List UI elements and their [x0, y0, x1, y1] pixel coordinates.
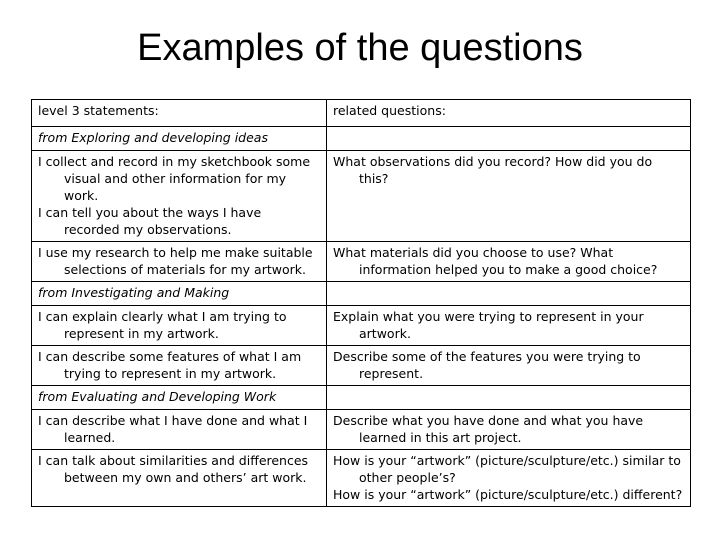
page-title: Examples of the questions: [137, 27, 583, 69]
table-row: [32, 242, 691, 282]
header-questions: related questions:: [327, 100, 691, 127]
question-cell: [327, 410, 691, 450]
question-cell: [327, 306, 691, 346]
section-row: [32, 282, 691, 306]
statement-cell: [32, 306, 327, 346]
statement-cell: [32, 410, 327, 450]
question-cell: [327, 151, 691, 242]
statement-text: I collect and record in my sketchbook some visual and other information for my work.: [38, 154, 311, 203]
questions-table: [31, 99, 691, 507]
table-row: [32, 346, 691, 386]
table-row: [32, 410, 691, 450]
section-label: from Evaluating and Developing Work: [32, 386, 327, 410]
statement-text: I use my research to help me make suitable selections of materials for my artwork.: [38, 245, 313, 277]
question-text: Explain what you were trying to represent in your artwork.: [333, 309, 644, 341]
question-text: Describe what you have done and what you have learned in this art project.: [333, 413, 644, 445]
statement-text: I can describe what I have done and what I learned.: [38, 413, 308, 445]
question-cell: [327, 346, 691, 386]
statement-cell: [32, 346, 327, 386]
section-label: from Exploring and developing ideas: [32, 127, 327, 151]
statement-text: I can explain clearly what I am trying to represent in my artwork.: [38, 309, 287, 341]
section-row: [32, 127, 691, 151]
question-cell: [327, 242, 691, 282]
statement-text: I can tell you about the ways I have recorded my observations.: [38, 205, 262, 237]
table-row: [32, 450, 691, 507]
question-text: Describe some of the features you were trying to represent.: [333, 349, 641, 381]
question-text: What observations did you record? How did you do this?: [333, 154, 653, 186]
statement-cell: [32, 151, 327, 242]
statement-text: I can talk about similarities and differences between my own and others’ art work.: [38, 453, 309, 485]
question-text: What materials did you choose to use? What information helped you to make a good choice?: [333, 245, 658, 277]
header-statements: level 3 statements:: [32, 100, 327, 127]
table-header-row: [32, 100, 691, 127]
section-empty-cell: [327, 386, 691, 410]
statement-cell: [32, 242, 327, 282]
question-text: How is your “artwork” (picture/sculpture/etc.) similar to other people’s?: [333, 453, 681, 485]
table-row: [32, 306, 691, 346]
table-row: [32, 151, 691, 242]
question-text: How is your “artwork” (picture/sculpture/etc.) different?: [333, 487, 683, 502]
section-label: from Investigating and Making: [32, 282, 327, 306]
section-row: [32, 386, 691, 410]
question-cell: [327, 450, 691, 507]
section-empty-cell: [327, 127, 691, 151]
section-empty-cell: [327, 282, 691, 306]
statement-cell: [32, 450, 327, 507]
statement-text: I can describe some features of what I am trying to represent in my artwork.: [38, 349, 302, 381]
